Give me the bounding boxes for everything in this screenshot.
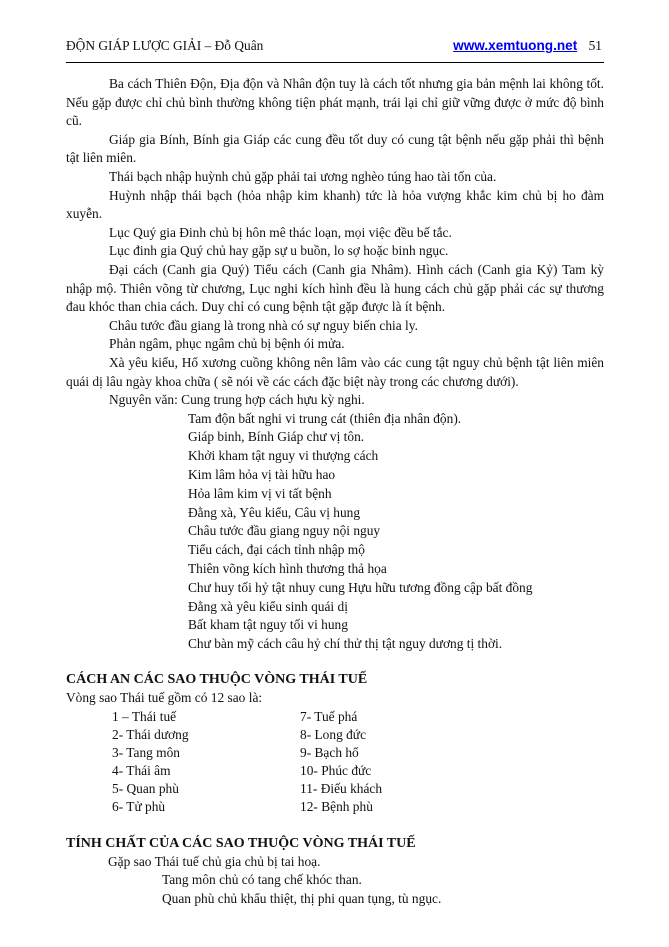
paragraph: Phản ngâm, phục ngâm chủ bị bệnh ói mửa. xyxy=(109,336,345,352)
star-item: 7- Tuế phá xyxy=(300,708,358,724)
verse-line: Đằng xà, Yêu kiểu, Câu vị hung xyxy=(188,504,361,520)
verse-line: Thiên võng kích hình thương thả họa xyxy=(188,561,387,577)
header-divider xyxy=(66,62,604,63)
star-item: 10- Phúc đức xyxy=(300,762,372,778)
star-item: 3- Tang môn xyxy=(112,744,180,760)
star-item: 12- Bệnh phù xyxy=(300,798,373,814)
star-item: 4- Thái âm xyxy=(112,762,171,778)
verse-line: Tiểu cách, đại cách tỉnh nhập mộ xyxy=(188,542,365,558)
paragraph: Nguyên văn: Cung trung hợp cách hựu kỳ nghi. xyxy=(109,392,365,408)
paragraph: Thái bạch nhập huỳnh chủ gặp phải tai ương nghèo túng hao tài tốn của. xyxy=(109,168,497,184)
star-list xyxy=(66,708,604,816)
star-item: 11- Điếu khách xyxy=(300,780,383,796)
verse-line: Chư bàn mỹ cách câu hỷ chí thử thị tật nguy dương tị thời. xyxy=(188,636,503,652)
paragraph: Châu tước đầu giang là trong nhà có sự nguy biến chia ly. xyxy=(109,317,418,333)
star-item: 1 – Thái tuế xyxy=(112,708,177,724)
main-text xyxy=(66,75,604,654)
page-number: 51 xyxy=(588,38,602,53)
verse-line: Đằng xà yêu kiểu sinh quái dị xyxy=(188,598,348,614)
section-star-traits xyxy=(66,834,604,909)
star-item: 9- Bạch hổ xyxy=(300,744,359,760)
paragraph: Lục đinh gia Quý chủ hay gặp sự u buồn, lo sợ hoặc binh ngục. xyxy=(109,243,449,259)
document-page xyxy=(66,0,604,938)
header-right xyxy=(453,38,602,54)
section-thai-tue-stars xyxy=(66,670,604,816)
verse-line: Kim lâm hỏa vị tài hữu hao xyxy=(188,467,336,483)
trait-line: Gặp sao Thái tuế chủ gia chủ bị tai hoạ. xyxy=(108,853,321,869)
verse-line: Giáp binh, Bính Giáp chư vị tôn. xyxy=(188,429,365,445)
star-item: 6- Tử phù xyxy=(112,798,166,814)
paragraph: Xà yêu kiểu, Hổ xương cuồng không nên lâm vào các cung tật nguy chủ bệnh tật liên miên quái dị lâu ngày khoa chữa ( sẽ nói về các cách đặc biệt này trong các chương dưới). xyxy=(66,354,604,389)
paragraph: Huỳnh nhập thái bạch (hỏa nhập kim khanh) tức là hỏa vượng khắc kim chủ bị ho đàm xuyễn. xyxy=(66,187,604,222)
website-link[interactable]: www.xemtuong.net xyxy=(453,38,578,53)
verse-line: Châu tước đầu giang nguy nội nguy xyxy=(188,523,381,539)
verse-line: Tam độn bất nghi vi trung cát (thiên địa nhân độn). xyxy=(188,410,462,426)
trait-line: Quan phù chủ khẩu thiệt, thị phi quan tụng, tù ngục. xyxy=(162,890,442,906)
verse-line: Bất kham tật nguy tối vi hung xyxy=(188,617,348,633)
header-title: ĐỘN GIÁP LƯỢC GIẢI – Đỗ Quân xyxy=(66,38,264,53)
trait-line: Tang môn chủ có tang chế khóc than. xyxy=(162,872,362,888)
paragraph: Ba cách Thiên Độn, Địa độn và Nhân độn tuy là cách tốt nhưng gia bản mệnh lai không tốt. Nếu gặp được chỉ chủ bình thường không tiện phát mạnh, trái lại chỉ giữ vững được ở mức độ bình cũ. xyxy=(66,76,604,129)
verse-line: Chư huy tối hỷ tật nhuy cung Hựu hữu tương đồng cập bất đồng xyxy=(188,579,533,595)
verse-block xyxy=(66,410,604,654)
section-heading: CÁCH AN CÁC SAO THUỘC VÒNG THÁI TUẾ xyxy=(66,672,368,688)
star-item: 2- Thái dương xyxy=(112,726,189,742)
verse-line: Khởi kham tật nguy vi thượng cách xyxy=(188,448,379,464)
paragraph: Đại cách (Canh gia Quý) Tiểu cách (Canh gia Nhâm). Hình cách (Canh gia Kỷ) Tam kỳ nhập mộ. Thiên võng từ chương, Lục nghi kích hình đều là hung cách chủ gặp phải các sự thương đau khóc than chia cách. Duy chỉ có cung bệnh tật gặp được là ít bệnh. xyxy=(66,261,604,315)
section-intro: Vòng sao Thái tuế gồm có 12 sao là: xyxy=(66,690,263,706)
star-item: 5- Quan phù xyxy=(112,780,179,796)
verse-line: Hỏa lâm kim vị vi tất bệnh xyxy=(188,485,332,501)
page-header xyxy=(66,38,604,56)
paragraph: Giáp gia Bính, Bính gia Giáp các cung đều tốt duy có cung tật bệnh nếu gặp phải thì bệnh tật liên miên. xyxy=(66,131,604,166)
paragraph: Lục Quý gia Đinh chủ bị hôn mê thác loạn, mọi việc đều bế tắc. xyxy=(109,224,452,240)
section-heading: TÍNH CHẤT CỦA CÁC SAO THUỘC VÒNG THÁI TUẾ xyxy=(66,835,416,851)
star-item: 8- Long đức xyxy=(300,726,367,742)
